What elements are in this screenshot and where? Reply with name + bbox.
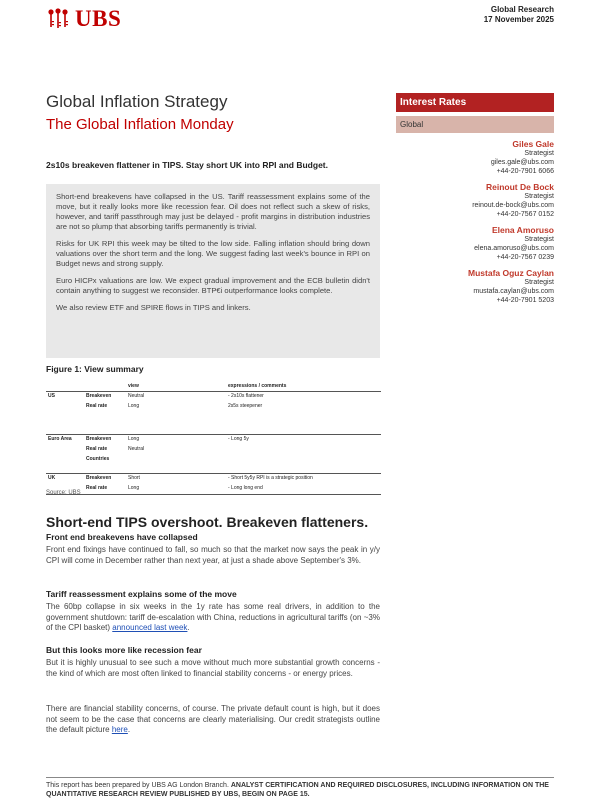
summary-paragraph: Risks for UK RPI this week may be tilted to the low side. Falling inflation should bring down valuations over the short term and the long. We suggest fading last week's bounce in RPI on Budget news and strong supply. <box>56 239 370 268</box>
summary-box <box>46 184 380 358</box>
table-header <box>46 381 84 392</box>
table-row <box>46 402 381 412</box>
table-row <box>46 455 381 465</box>
footer-divider <box>46 777 554 778</box>
comment-cell: - Long long end <box>226 484 381 495</box>
body-paragraph: But it is highly unusual to see such a move without much more substantial growth concerns - the kind of which are most often linked to financial stability concerns - or energy prices. <box>46 658 380 678</box>
view-cell: Long <box>128 403 140 409</box>
analyst-role: Strategist <box>524 150 554 157</box>
table-row <box>46 484 381 495</box>
research-label: Global Research <box>490 5 554 14</box>
footer-text: This report has been prepared by UBS AG London Branch. <box>46 782 231 789</box>
three-keys-logo-icon <box>46 8 70 30</box>
comment-cell: 2s5s steepener <box>228 403 263 409</box>
region-cell: Euro Area <box>46 435 84 446</box>
section-block <box>46 704 380 736</box>
analyst-role: Strategist <box>524 193 554 200</box>
view-cell: Long <box>126 435 226 446</box>
analyst-name: Mustafa Oguz Caylan <box>468 268 554 278</box>
section-block <box>46 589 380 634</box>
here-link[interactable]: here <box>111 725 128 734</box>
analyst-email[interactable]: elena.amoruso@ubs.com <box>474 245 554 252</box>
analyst-card <box>374 182 554 219</box>
analyst-phone: +44-20-7901 6066 <box>496 168 554 175</box>
table-header: expressions / comments <box>226 381 381 392</box>
analyst-role: Strategist <box>524 236 554 243</box>
type-cell: Real rate <box>86 403 108 409</box>
analyst-name: Giles Gale <box>512 139 554 149</box>
table-spacer <box>46 412 381 435</box>
table-row <box>46 392 381 403</box>
view-cell: Short <box>126 474 226 485</box>
page-title: Global Inflation Strategy <box>46 92 228 111</box>
section-block <box>46 532 380 566</box>
category-tag: Interest Rates <box>396 93 554 112</box>
view-summary-table <box>46 381 381 495</box>
view-cell: Neutral <box>128 446 145 452</box>
table-header: view <box>126 381 226 392</box>
view-cell: Neutral <box>128 393 145 399</box>
headline: 2s10s breakeven flattener in TIPS. Stay short UK into RPI and Budget. <box>46 160 328 170</box>
analyst-name: Elena Amoruso <box>491 225 554 235</box>
section-block <box>46 645 380 679</box>
comment-cell: - 2s10s flattener <box>228 393 264 399</box>
body-paragraph: Front end fixings have continued to fall, so much so that the market now says the peak in y/y CPI will come in December rather than next year, at just a shade above September's 3%. <box>46 545 380 565</box>
type-cell: Real rate <box>84 484 126 495</box>
summary-paragraph: Short-end breakevens have collapsed in the US. Tariff reassessment explains some of the move, but it really looks more like recession fear. Oil does not reflect such a skew of risks, however, and tariff passthrough may just be delayed - profit margins in distribution industries are not so plump that absorbing tariffs permanently is trivial. <box>56 192 370 231</box>
report-date: 17 November 2025 <box>483 15 554 24</box>
analyst-phone: +44-20-7567 0239 <box>496 254 554 261</box>
page-subtitle: The Global Inflation Monday <box>46 116 234 133</box>
figure-title: Figure 1: View summary <box>46 364 144 374</box>
analyst-card <box>374 268 554 305</box>
type-cell: Countries <box>86 456 110 462</box>
analyst-phone: +44-20-7567 0152 <box>496 211 554 218</box>
table-row <box>46 435 381 446</box>
section-title: Short-end TIPS overshoot. Breakeven flatteners. <box>46 514 369 530</box>
subheading: Front end breakevens have collapsed <box>46 532 198 542</box>
type-cell: Breakeven <box>86 393 112 399</box>
comment-cell <box>226 445 381 455</box>
ubs-logo <box>46 6 121 32</box>
analyst-list <box>374 139 554 311</box>
type-cell: Breakeven <box>84 435 126 446</box>
analyst-card <box>374 139 554 176</box>
subheading: Tariff reassessment explains some of the move <box>46 589 237 599</box>
region-cell <box>46 455 84 465</box>
table-header <box>84 381 126 392</box>
table-row <box>46 474 381 485</box>
analyst-card <box>374 225 554 262</box>
region-cell <box>46 402 84 412</box>
header-meta <box>484 5 554 25</box>
analyst-email[interactable]: mustafa.caylan@ubs.com <box>473 288 554 295</box>
footer-disclaimer <box>46 781 558 799</box>
comment-cell <box>226 455 381 465</box>
paragraph-tail: . <box>187 623 190 632</box>
region-cell: US <box>48 393 55 399</box>
view-cell: Long <box>126 484 226 495</box>
view-cell <box>126 455 226 465</box>
subheading: But this looks more like recession fear <box>46 645 202 655</box>
summary-paragraph: We also review ETF and SPIRE flows in TIPS and linkers. <box>56 303 251 312</box>
analyst-name: Reinout De Bock <box>485 182 554 192</box>
analyst-phone: +44-20-7901 5203 <box>496 297 554 304</box>
analyst-email[interactable]: reinout.de-bock@ubs.com <box>472 202 554 209</box>
body-paragraph <box>46 602 380 634</box>
analyst-role: Strategist <box>524 279 554 286</box>
footer-bold-text: ANALYST CERTIFICATION AND REQUIRED DISCLOSURES, INCLUDING INFORMATION ON THE QUANTITATIVE RESEARCH REVIEW PUBLISHED BY UBS, BEGIN ON PAGE 15. <box>46 782 549 798</box>
summary-paragraph: Euro HICPx valuations are low. We expect gradual improvement and the ECB bulletin didn't contain anything to suggest we reconsider. BTP€i outperformance looks complete. <box>56 276 370 295</box>
paragraph-tail: . <box>127 725 131 734</box>
logo-text: UBS <box>75 6 122 31</box>
type-cell: Real rate <box>86 446 108 452</box>
figure-source: Source: UBS <box>46 490 81 496</box>
comment-cell: - Long 5y <box>226 435 381 446</box>
paragraph-text: There are financial stability concerns, of course. The private default count is high, but it does not seem to be the case that concerns are clearly materialising. Our credit strategists outline the default picture <box>46 704 380 734</box>
body-paragraph <box>46 704 380 736</box>
announced-link[interactable]: announced last week <box>112 623 188 632</box>
table-spacer <box>46 465 381 474</box>
region-cell <box>46 445 84 455</box>
paragraph-text: The 60bp collapse in six weeks in the 1y rate has some real drivers, in addition to the government shutdown: tariff de-escalation with China, reductions in agricultural tariffs (on ~3% of the CPI basket) <box>46 602 380 632</box>
comment-cell: - Short 5y5y RPI is a strategic position <box>226 474 381 485</box>
region-cell: UK <box>46 474 84 485</box>
table-row <box>46 445 381 455</box>
type-cell: Breakeven <box>84 474 126 485</box>
region-tag: Global <box>396 116 554 133</box>
analyst-email[interactable]: giles.gale@ubs.com <box>490 159 554 166</box>
